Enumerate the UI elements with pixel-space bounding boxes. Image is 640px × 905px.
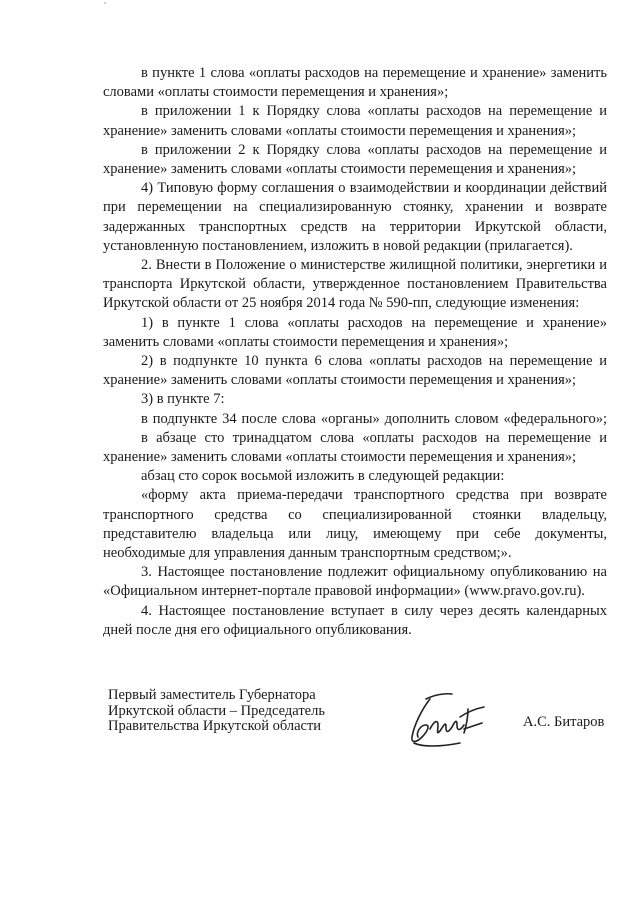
body-paragraph: 4) Типовую форму соглашения о взаимодействии и координации действий при перемещении на специализированную стоянку, хранении и возврате задержанных транспортных средств на территории Иркутской области, установленную постановлением, изложить в новой редакции (прилагается). (103, 180, 607, 254)
body-paragraph: 2) в подпункте 10 пункта 6 слова «оплаты расходов на перемещение и хранение» заменить словами «оплаты стоимости перемещения и хранения»; (103, 353, 607, 389)
document-body (103, 64, 607, 640)
body-paragraph: 1) в пункте 1 слова «оплаты расходов на перемещение и хранение» заменить словами «оплаты стоимости перемещения и хранения»; (103, 314, 607, 350)
handwritten-signature (400, 685, 500, 753)
signer-name: А.С. Битаров (523, 714, 605, 730)
signatory-position (108, 688, 325, 735)
body-paragraph: в абзаце сто тринадцатом слова «оплаты расходов на перемещение и хранение» заменить словами «оплаты стоимости перемещения и хранения»; (103, 429, 607, 466)
body-paragraph: в приложении 2 к Порядку слова «оплаты расходов на перемещение и хранение» заменить словами «оплаты стоимости перемещения и хранения»; (103, 141, 607, 178)
body-paragraph: в подпункте 34 после слова «органы» дополнить словом «федерального»; (141, 410, 607, 427)
body-paragraph: 4. Настоящее постановление вступает в силу через десять календарных дней после дня его официального опубликования. (103, 602, 607, 638)
scan-artifact (104, 2, 106, 4)
body-paragraph: 3. Настоящее постановление подлежит официальному опубликованию на «Официальном интернет-портале правовой информации» (www.pravo.gov.ru). (103, 564, 607, 600)
body-paragraph: 3) в пункте 7: (141, 391, 225, 408)
signatory-position-line-2: Иркутской области – Председатель (108, 702, 325, 719)
body-paragraph: «форму акта приема-передачи транспортного средства при возврате транспортного средства со специализированной стоянки владельцу, представителю владельца или лицу, имеющему при себе документы, необходимые для управления данным транспортным средством;». (103, 487, 607, 562)
body-paragraph: в пункте 1 слова «оплаты расходов на перемещение и хранение» заменить словами «оплаты стоимости перемещения и хранения»; (103, 65, 607, 101)
body-paragraph: 2. Внести в Положение о министерстве жилищной политики, энергетики и транспорта Иркутской области, утвержденное постановлением Правительства Иркутской области от 25 ноября 2014 года № 590-пп, следующие изменения: (103, 257, 607, 312)
signatory-position-line-1: Первый заместитель Губернатора (108, 687, 316, 703)
body-paragraph: в приложении 1 к Порядку слова «оплаты расходов на перемещение и хранение» заменить словами «оплаты стоимости перемещения и хранения»; (103, 103, 607, 139)
signatory-position-line-3: Правительства Иркутской области (108, 718, 322, 734)
body-paragraph: абзац сто сорок восьмой изложить в следующей редакции: (141, 468, 505, 485)
